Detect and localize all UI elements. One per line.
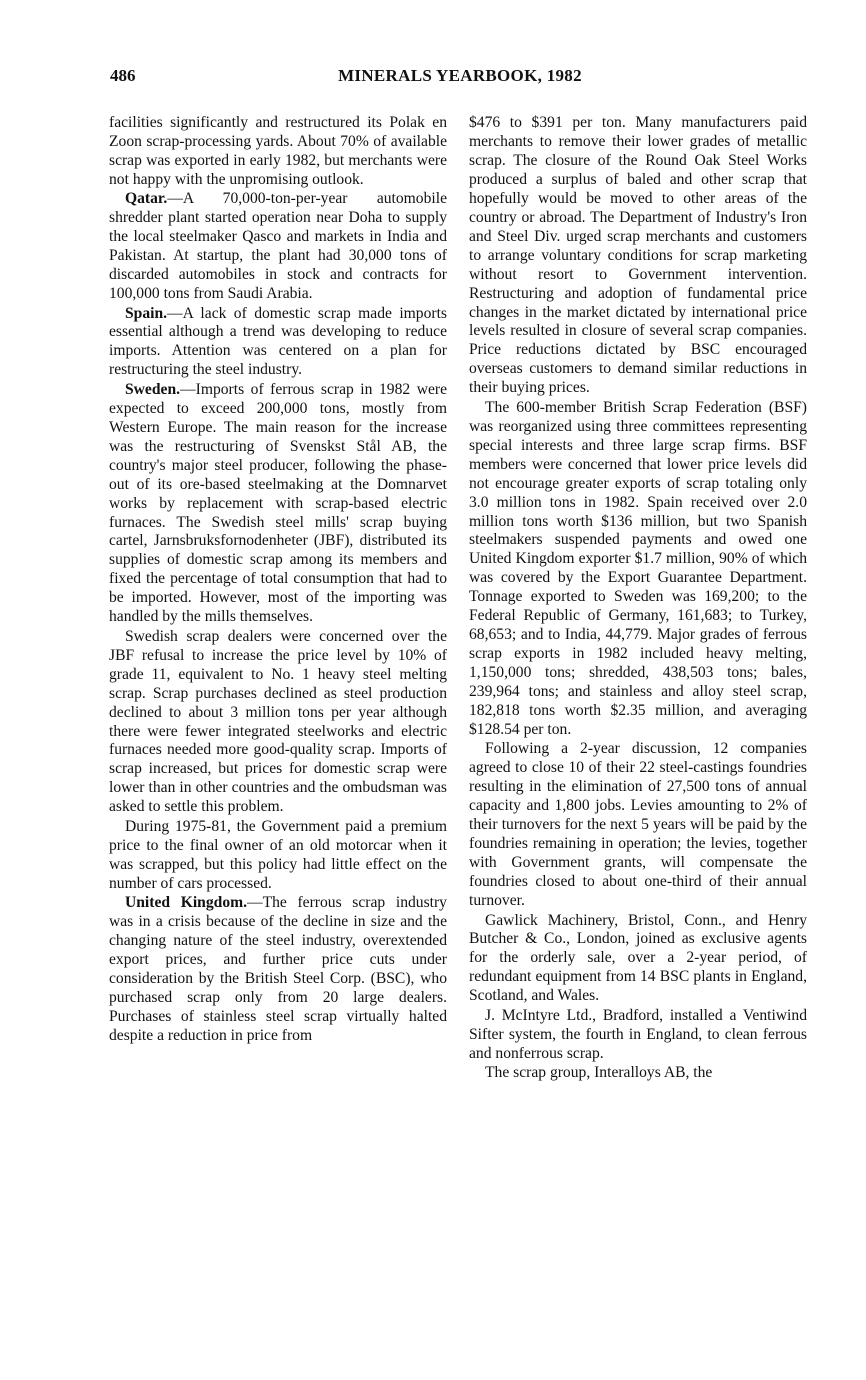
uk-paragraph <box>109 894 447 1046</box>
paragraph: The scrap group, Interalloys AB, the <box>485 1064 713 1082</box>
paragraph: $476 to $391 per ton. Many manufacturers paid merchants to remove their lower grades of metallic scrap. The closure of the Round Oak Steel Works produced a surplus of baled and other scrap that hopefully would be moved to other areas of the country or abroad. The Department of Industry's Iron and Steel Div. urged scrap merchants and customers to arrange voluntary conditions for scrap marketing without resort to Government intervention. Restructuring and adoption of fundamental price changes in the market dictated by international price levels resulted in closure of several scrap companies. Price reductions dictated by BSC encouraged overseas customers to demand similar reductions in their buying prices. <box>469 114 807 397</box>
paragraph: Swedish scrap dealers were concerned over the JBF refusal to increase the price level by 10% of grade 11, equivalent to No. 1 heavy steel melting scrap. Scrap purchases declined as steel production declined to about 3 million tons per year although there were fewer integrated steelworks and electric furnaces needed more good-quality scrap. Imports of scrap increased, but prices for domestic scrap were lower than in other countries and the ombudsman was asked to settle this problem. <box>109 627 447 816</box>
paragraph: facilities significantly and restructured its Polak en Zoon scrap-processing yards. About 70% of available scrap was exported in early 1982, but merchants were not happy with the unpromising outlook. <box>109 114 447 188</box>
running-title: MINERALS YEARBOOK, 1982 <box>338 66 582 85</box>
section-heading-qatar: Qatar. <box>125 190 168 208</box>
paragraph: Gawlick Machinery, Bristol, Conn., and Henry Butcher & Co., London, joined as exclusive agents for the orderly sale, over a 2-year period, of redundant equipment from 14 BSC plants in England, Scotland, and Wales. <box>469 911 807 1005</box>
sweden-paragraph <box>109 381 447 627</box>
paragraph-text: —The ferrous scrap industry was in a crisis because of the decline in size and the changing nature of the steel industry, overextended export prices, and further price cuts under consideration by the British Steel Corp. (BSC), who purchased scrap only from 20 large dealers. Purchases of stainless steel scrap virtually halted despite a reduction in price from <box>109 894 447 1044</box>
right-column <box>469 114 807 1083</box>
section-heading-united-kingdom: United Kingdom. <box>125 894 247 912</box>
paragraph-text: —A 70,000-ton-per-year automobile shredder plant started operation near Doha to supply the local steelmaker Qasco and markets in India and Pakistan. At startup, the plant had 30,000 tons of discarded automobiles in stock and contracts for 100,000 tons from Saudi Arabia. <box>109 190 447 303</box>
paragraph: J. McIntyre Ltd., Bradford, installed a Ventiwind Sifter system, the fourth in England, to clean ferrous and nonferrous scrap. <box>469 1006 807 1062</box>
page-number: 486 <box>110 66 136 85</box>
section-heading-spain: Spain. <box>125 304 168 322</box>
paragraph: Following a 2-year discussion, 12 companies agreed to close 10 of their 22 steel-castings foundries resulting in the elimination of 27,500 tons of annual capacity and 1,800 jobs. Levies amounting to 2% of their turnovers for the next 5 years will be paid by the foundries remaining in operation; the levies, together with Government grants, will compensate the foundries closed to about one-third of their annual turnover. <box>469 740 807 910</box>
left-column <box>109 114 447 1046</box>
paragraph: The 600-member British Scrap Federation (BSF) was reorganized using three committees representing special interests and three large scrap firms. BSF members were concerned that lower price levels did not encourage greater exports of scrap totaling only 3.0 million tons in 1982. Spain received over 2.0 million tons worth $136 million, but two Spanish steelmakers suspended payments and owed one United Kingdom exporter $1.7 million, 90% of which was covered by the Export Guarantee Department. Tonnage exported to Sweden was 169,200; to the Federal Republic of Germany, 161,683; to Turkey, 68,653; and to India, 44,779. Major grades of ferrous scrap exports in 1982 included heavy melting, 1,150,000 tons; shredded, 438,503 tons; bales, 239,964 tons; and stainless and alloy steel scrap, 182,818 tons worth $2.35 million, and averaging $128.54 per ton. <box>469 398 807 738</box>
paragraph-text: —Imports of ferrous scrap in 1982 were expected to exceed 200,000 tons, mostly from Western Europe. The main reason for the increase was the restructuring of Svenskst Stål AB, the country's major steel producer, following the phase-out of its ore-based steelmaking at the Domnarvet works by replacement with scrap-based electric furnaces. The Swedish steel mills' scrap buying cartel, Jarnsbruksfornodenheter (JBF), distributed its supplies of domestic scrap among its members and fixed the percentage of total consumption that had to be imported. However, most of the importing was handled by the mills themselves. <box>109 380 447 626</box>
spain-paragraph <box>109 305 447 381</box>
paragraph: During 1975-81, the Government paid a premium price to the final owner of an old motorcar when it was scrapped, but this policy had little effect on the number of cars processed. <box>109 817 447 892</box>
paragraph-text: —A lack of domestic scrap made imports essential although a trend was developing to reduce imports. Attention was centered on a plan for restructuring the steel industry. <box>109 304 447 379</box>
section-heading-sweden: Sweden. <box>125 380 181 398</box>
qatar-paragraph <box>109 190 447 304</box>
page-header <box>110 66 810 92</box>
